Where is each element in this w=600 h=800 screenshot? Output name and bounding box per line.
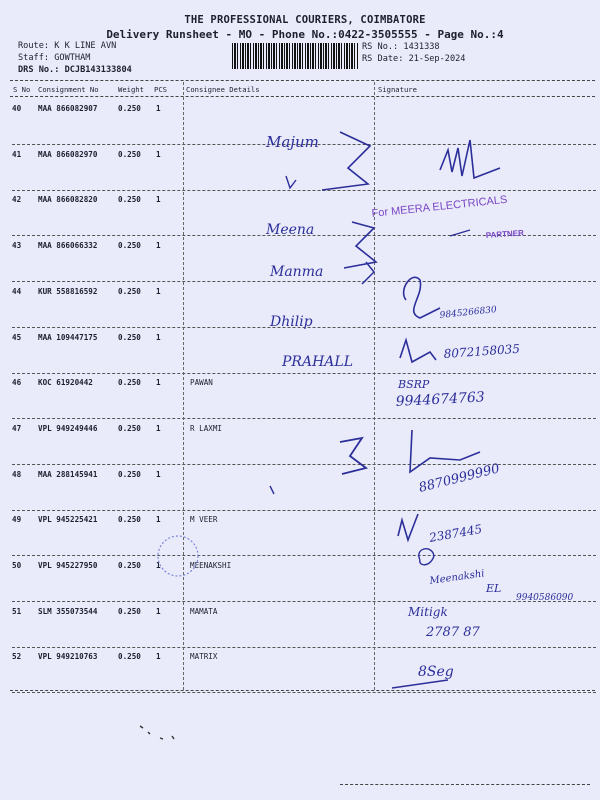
table-row	[12, 470, 596, 516]
row-consignee: MAMATA	[190, 606, 218, 616]
handwritten-name-4: Dhilip	[270, 314, 313, 330]
row-weight: 0.250	[118, 515, 141, 525]
row-pcs: 1	[156, 606, 161, 616]
rs-number: RS No.: 1431338	[362, 42, 440, 52]
row-consignment-no: MAA 109447175	[38, 332, 98, 342]
row-consignee: MEENAKSHI	[190, 561, 232, 570]
row-consignment-no: MAA 866066332	[38, 241, 98, 251]
table-row	[12, 333, 596, 379]
row-weight: 0.250	[118, 561, 141, 570]
handwritten-matrix-signature: 8Seg	[418, 664, 454, 680]
row-separator	[12, 692, 596, 693]
stamp-partner: PARTNER	[485, 228, 525, 240]
col-consignee: Consignee Details	[186, 85, 260, 94]
row-sno: 52	[12, 652, 22, 662]
row-pcs: 1	[156, 104, 161, 113]
row-consignment-no: VPL 949249446	[38, 423, 98, 433]
row-sno: 40	[12, 104, 22, 113]
table-row	[12, 561, 596, 607]
row-separator	[12, 510, 596, 511]
row-separator	[12, 373, 596, 374]
row-sno: 44	[12, 286, 22, 296]
table-row	[12, 241, 596, 287]
barcode	[232, 43, 358, 69]
row-weight: 0.250	[118, 423, 141, 433]
table-row	[12, 515, 596, 561]
table-row	[12, 652, 596, 698]
col-signature: Signature	[378, 85, 417, 94]
row-weight: 0.250	[118, 332, 141, 342]
row-separator	[12, 190, 596, 191]
handwritten-el: EL	[486, 582, 502, 595]
row-sno: 48	[12, 469, 22, 479]
row-sno: 47	[12, 423, 22, 433]
row-weight: 0.250	[118, 652, 141, 662]
row-separator	[12, 144, 596, 145]
company-title: THE PROFESSIONAL COURIERS, COIMBATORE	[184, 14, 426, 26]
rs-date: RS Date: 21-Sep-2024	[362, 54, 466, 64]
row-sno: 45	[12, 332, 22, 342]
row-consignment-no: MAA 866082820	[38, 195, 98, 205]
row-pcs: 1	[156, 652, 161, 662]
table-row	[12, 104, 596, 150]
row-weight: 0.250	[118, 606, 141, 616]
row-pcs: 1	[156, 332, 161, 342]
row-consignment-no: MAA 866082907	[38, 104, 98, 113]
handwritten-mamata-number: 2787 87	[426, 625, 480, 640]
col-pcs: PCS	[154, 85, 167, 94]
handwritten-mamata-signature: Mitigk	[408, 605, 448, 619]
row-consignment-no: VPL 945227950	[38, 561, 98, 570]
handwritten-phone-2: 8072158035	[443, 341, 521, 361]
handwritten-phone-1: 9845266830	[439, 305, 498, 321]
row-consignment-no: KUR 558816592	[38, 286, 98, 296]
handwritten-name-3: Manma	[270, 264, 324, 280]
row-pcs: 1	[156, 195, 161, 205]
table-row	[12, 378, 596, 424]
row-separator	[12, 281, 596, 282]
table-row	[12, 607, 596, 653]
handwritten-bsrp: BSRP	[398, 378, 430, 391]
handwritten-phone-6: 9940586090	[516, 593, 574, 603]
row-pcs: 1	[156, 561, 161, 570]
row-weight: 0.250	[118, 378, 141, 388]
row-pcs: 1	[156, 149, 161, 159]
row-sno: 49	[12, 515, 22, 525]
row-weight: 0.250	[118, 149, 141, 159]
handwritten-phone-5: 2387445	[428, 521, 484, 545]
header-rule-bottom	[10, 96, 595, 97]
row-sno: 41	[12, 149, 22, 159]
row-sno: 43	[12, 241, 22, 251]
table-bottom-rule	[10, 690, 595, 691]
row-sno: 46	[12, 378, 22, 388]
row-separator	[12, 601, 596, 602]
row-weight: 0.250	[118, 241, 141, 251]
handwritten-name-5: PRAHALL	[282, 354, 353, 370]
table-row	[12, 287, 596, 333]
row-consignment-no: VPL 949210763	[38, 652, 98, 662]
col-weight: Weight	[118, 85, 144, 94]
row-consignment-no: MAA 288145941	[38, 469, 98, 479]
row-pcs: 1	[156, 241, 161, 251]
col-consignment: Consignment No	[38, 85, 99, 94]
header-rule-top	[10, 80, 595, 81]
row-consignee: PAWAN	[190, 378, 213, 388]
footer-rule	[340, 784, 590, 785]
route-label: Route: K K LINE AVN	[18, 41, 117, 51]
scan-specks	[140, 726, 174, 739]
row-weight: 0.250	[118, 469, 141, 479]
handwritten-phone-3: 9944674763	[395, 389, 486, 410]
table-row	[12, 195, 596, 241]
row-consignment-no: KOC 61920442	[38, 378, 93, 388]
row-sno: 51	[12, 606, 22, 616]
row-separator	[12, 647, 596, 648]
row-sno: 50	[12, 561, 22, 570]
row-separator	[12, 464, 596, 465]
row-consignment-no: MAA 866082970	[38, 149, 98, 159]
row-separator	[12, 235, 596, 236]
drs-number: DRS No.: DCJB143133804	[18, 65, 132, 75]
stamp-company: For MEERA ELECTRICALS	[371, 193, 508, 220]
row-separator	[12, 418, 596, 419]
row-pcs: 1	[156, 515, 161, 525]
row-pcs: 1	[156, 469, 161, 479]
row-pcs: 1	[156, 378, 161, 388]
handwritten-name-2: Meena	[266, 222, 315, 238]
runsheet-subtitle: Delivery Runsheet - MO - Phone No.:0422-3505555 - Page No.:4	[106, 28, 504, 41]
row-weight: 0.250	[118, 286, 141, 296]
row-weight: 0.250	[118, 195, 141, 205]
row-pcs: 1	[156, 286, 161, 296]
col-sno: S No	[13, 85, 31, 94]
table-row	[12, 150, 596, 196]
row-sno: 42	[12, 195, 22, 205]
handwritten-meenakshi: Meenakshi	[428, 568, 486, 587]
handwritten-name-1: Majum	[266, 133, 319, 151]
row-consignment-no: SLM 355073544	[38, 606, 98, 616]
row-separator	[12, 555, 596, 556]
staff-label: Staff: GOWTHAM	[18, 53, 91, 63]
row-separator	[12, 327, 596, 328]
row-consignment-no: VPL 945225421	[38, 515, 98, 525]
row-consignee: M VEER	[190, 515, 218, 525]
row-pcs: 1	[156, 423, 161, 433]
row-consignee: R LAXMI	[190, 423, 223, 433]
row-weight: 0.250	[118, 104, 141, 113]
handwritten-phone-4: 8870999990	[417, 461, 502, 496]
table-row	[12, 424, 596, 470]
row-consignee: MATRIX	[190, 652, 218, 662]
